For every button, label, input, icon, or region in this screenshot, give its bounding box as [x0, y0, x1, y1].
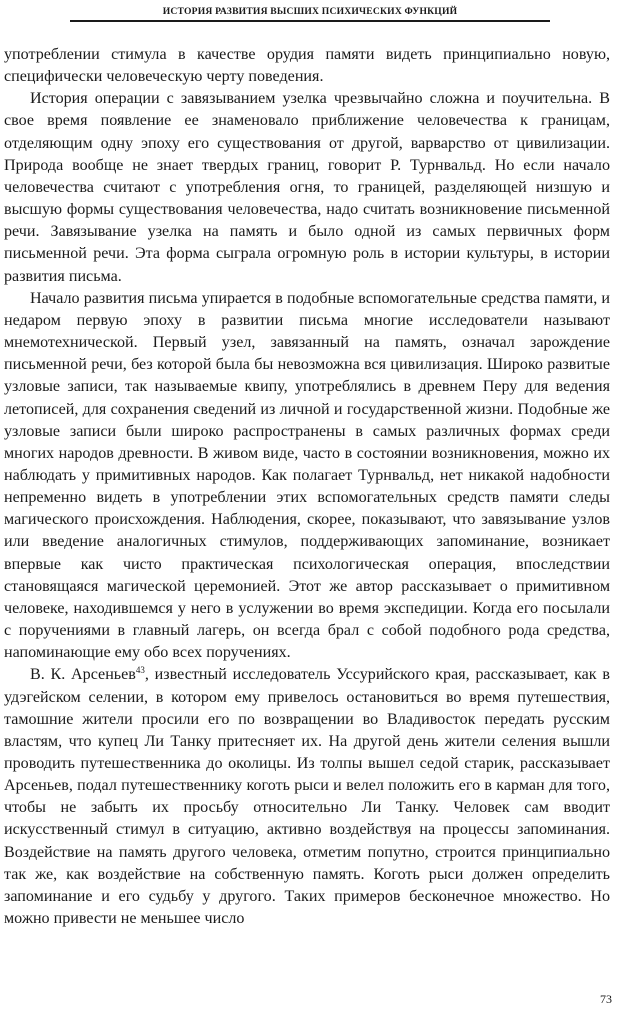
paragraph-writing-origins: Начало развития письма упирается в подобные вспомогательные средства памяти, и недаром первую эпоху в развитии письма многие исследователи называют мнемотехнической. Первый узел, завязанный на память, означал зарождение письменной речи, без которой была бы невозможна вся цивилизация. Широко развитые узловые записи, так называемые квипу, употреблялись в древнем Перу для ведения летописей, для сохранения сведений из личной и государственной жизни. Подобные же узловые записи были широко распространены в самых различных формах среди многих народов древности. В живом виде, часто в состоянии возникновения, можно их наблюдать у примитивных народов. Как полагает Турнвальд, нет никакой надобности непременно видеть в употреблении этих вспомогательных средств памяти следы магического происхождения. Наблюдения, скорее, показывают, что завязывание узлов или введение аналогичных стимулов, поддерживающих запоминание, возникает впервые как чисто практическая психологическая операция, впоследствии становящаяся магической церемонией. Этот же автор рассказывает о примитивном человеке, находившемся у него в услужении во время экспедиции. Когда его посылали с поручениями в главный лагерь, он всегда брал с собой подобного рода средства, напоминающие ему обо всех поручениях.	[4, 289, 610, 662]
paragraph-arseniev-text: , известный исследователь Уссурийского края, рассказывает, как в удэгейском селении, в котором ему привелось остановиться во время путешествия, тамошние жители просили его по возвращении во Владивосток передать русским властям, что купец Ли Танку притесняет их. На другой день жители селения вышли проводить путешественника до околицы. Из толпы вышел седой старик, рассказывает Арсеньев, подал путешественнику коготь рыси и велел положить его в карман для того, чтобы не забыть их просьбу относительно Ли Танку. Человек сам вводит искусственный стимул в ситуацию, активно воздействуя на процессы запоминания. Воздействие на память другого человека, отметим попутно, строится принципиально так же, как воздействие на собственную память. Коготь рыси должен определить запоминание и его судьбу у другого. Таких примеров бесконечное множество. Но можно привести не меньшее число	[4, 666, 610, 928]
paragraph-arseniev	[4, 664, 610, 930]
paragraph-continued: употреблении стимула в качестве орудия памяти видеть принципиально новую, специфически человеческую черту поведения.	[4, 46, 610, 86]
paragraph-knot-history: История операции с завязыванием узелка чрезвычайно сложна и поучительна. В свое время появление ее знаменовало приближение человечества к границам, отделяющим одну эпоху его существования от другой, варварство от цивилизации. Природа вообще не знает твердых границ, говорит Р. Турнвальд. Но если начало человечества считают с употребления огня, то границей, разделяющей низшую и высшую формы существования человечества, надо считать возникновение письменной речи. Завязывание узелка на память и было одной из самых первичных форм письменной речи. Эта форма сыграла огромную роль в истории культуры, в истории развития письма.	[4, 90, 610, 285]
footnote-marker: 43	[135, 665, 145, 676]
running-header: ИСТОРИЯ РАЗВИТИЯ ВЫСШИХ ПСИХИЧЕСКИХ ФУНКЦИЙ	[70, 6, 550, 22]
page-number: 73	[600, 992, 612, 1006]
author-name: В. К. Арсеньев	[30, 666, 136, 684]
page-body	[4, 44, 610, 930]
